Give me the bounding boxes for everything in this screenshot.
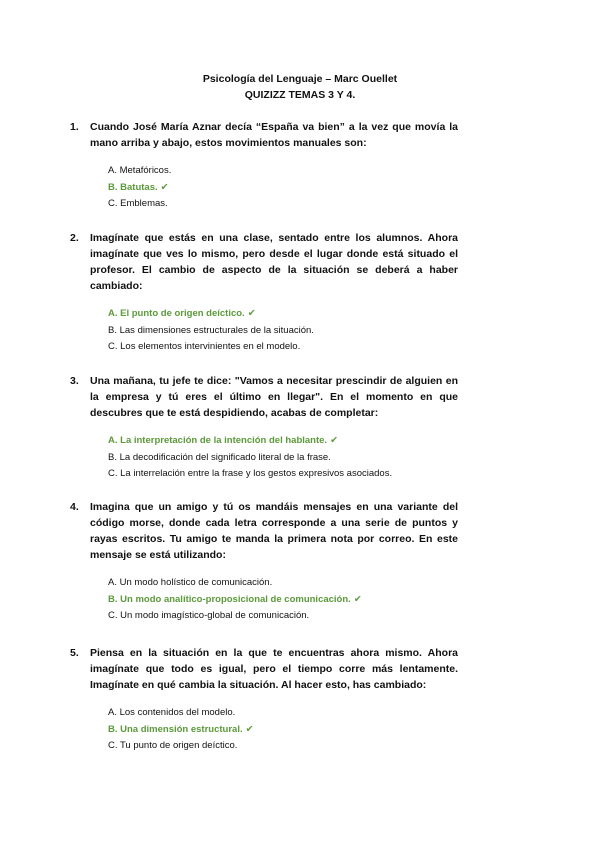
checkmark-icon: ✔ xyxy=(247,308,256,319)
option-b xyxy=(108,450,458,467)
checkmark-icon: ✔ xyxy=(330,435,339,446)
checkmark-icon: ✔ xyxy=(353,593,362,605)
option-b-correct xyxy=(108,592,458,609)
option-label: A. Metafóricos. xyxy=(108,165,172,176)
option-b xyxy=(108,323,458,340)
option-label: A. Los contenidos del modelo. xyxy=(108,707,236,718)
question-number: 5. xyxy=(70,647,79,659)
option-b-correct xyxy=(108,722,458,739)
question-3 xyxy=(70,373,458,483)
option-label: A. La interpretación de la intención del hablante. xyxy=(108,435,328,446)
option-label: B. Las dimensiones estructurales de la situación. xyxy=(108,324,314,336)
option-label: B. Una dimensión estructural. xyxy=(108,723,243,735)
answer-options xyxy=(108,433,458,483)
answer-options xyxy=(108,575,458,625)
document-subtitle: QUIZIZZ TEMAS 3 Y 4. xyxy=(244,89,356,101)
checkmark-icon: ✔ xyxy=(160,181,169,193)
option-b-correct xyxy=(108,180,458,197)
question-text: Una mañana, tu jefe te dice: "Vamos a necesitar prescindir de alguien en la empresa y tú eres el último en llegar". En el momento en que descubres que te está despidiendo, acabas de completar: xyxy=(90,375,458,419)
question-number: 2. xyxy=(70,232,79,244)
option-label: B. La decodificación del significado literal de la frase. xyxy=(108,451,331,463)
answer-options xyxy=(108,163,458,213)
option-c xyxy=(108,608,458,625)
option-a-correct xyxy=(108,306,458,323)
answer-options xyxy=(108,306,458,356)
question-number: 4. xyxy=(70,501,79,513)
question-number: 3. xyxy=(70,375,79,387)
question-text: Piensa en la situación en la que te encuentras ahora mismo. Ahora imagínate que todo es igual, pero el tiempo corre más lentamente. Imagínate en qué cambia la situación. Al hacer esto, has cambiado: xyxy=(90,647,458,691)
option-label: C. Tu punto de origen deíctico. xyxy=(108,740,238,751)
option-label: C. Un modo imagístico-global de comunicación. xyxy=(108,610,310,621)
option-a xyxy=(108,705,458,722)
option-c xyxy=(108,466,458,483)
question-2 xyxy=(70,230,458,356)
document-header xyxy=(0,71,600,103)
checkmark-icon: ✔ xyxy=(245,723,254,735)
document-title: Psicología del Lenguaje – Marc Ouellet xyxy=(202,73,398,85)
option-label: C. Los elementos intervinientes en el modelo. xyxy=(108,341,301,352)
option-a xyxy=(108,575,458,592)
option-c xyxy=(108,738,458,755)
option-label: B. Batutas. xyxy=(108,181,158,193)
answer-options xyxy=(108,705,458,755)
question-text: Imagínate que estás en una clase, sentado entre los alumnos. Ahora imagínate que ves lo mismo, pero desde el lugar donde está situado el profesor. El cambio de aspecto de la situación se deberá a haber cambiado: xyxy=(90,232,458,292)
option-a xyxy=(108,163,458,180)
option-c xyxy=(108,339,458,356)
option-label: C. Emblemas. xyxy=(108,198,168,209)
question-5 xyxy=(70,645,458,755)
option-c xyxy=(108,196,458,213)
question-1 xyxy=(70,119,458,213)
question-text: Imagina que un amigo y tú os mandáis mensajes en una variante del código morse, donde cada letra corresponde a una serie de puntos y rayas escritos. Tu amigo te manda la primera nota por correo. En este mensaje se está utilizando: xyxy=(90,501,458,561)
option-label: C. La interrelación entre la frase y los gestos expresivos asociados. xyxy=(108,468,393,479)
question-number: 1. xyxy=(70,121,79,133)
question-text: Cuando José María Aznar decía “España va bien” a la vez que movía la mano arriba y abajo, estos movimientos manuales son: xyxy=(90,121,458,149)
option-label: A. El punto de origen deíctico. xyxy=(108,308,245,319)
question-4 xyxy=(70,499,458,625)
option-label: B. Un modo analítico-proposicional de comunicación. xyxy=(108,593,351,605)
option-a-correct xyxy=(108,433,458,450)
option-label: A. Un modo holístico de comunicación. xyxy=(108,577,273,588)
